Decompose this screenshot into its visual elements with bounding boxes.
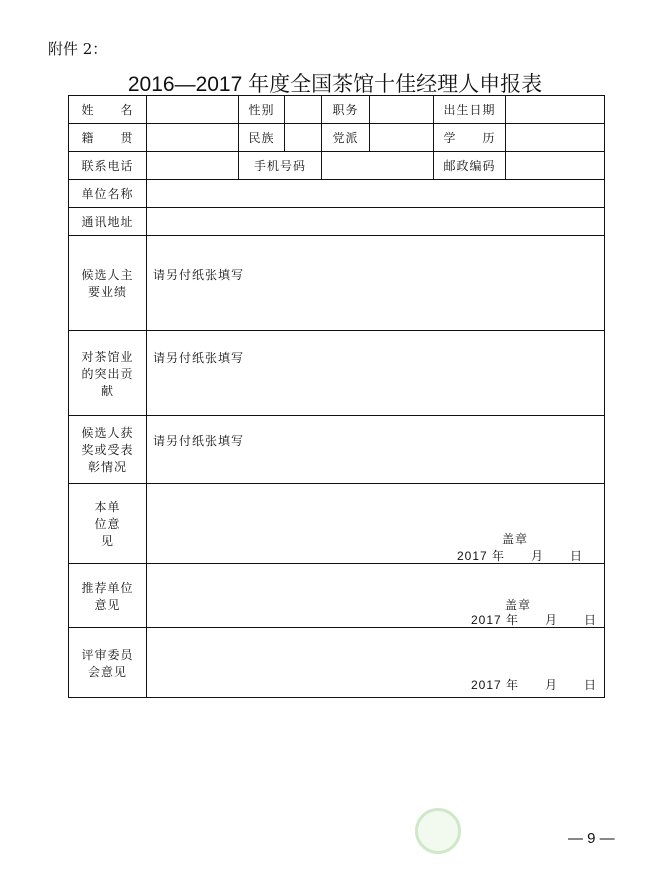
party-label: 党派	[322, 124, 370, 152]
birth-label: 出生日期	[434, 96, 506, 124]
gender-field[interactable]	[285, 96, 322, 124]
birth-field[interactable]	[506, 96, 605, 124]
attachment-label: 附件 2：	[48, 40, 108, 58]
unit-field[interactable]	[147, 180, 605, 208]
page-title: 2016—2017 年度全国茶馆十佳经理人申报表	[127, 73, 543, 96]
date-label: 2017 年 月 日	[471, 678, 598, 692]
address-field[interactable]	[147, 208, 605, 236]
phone-field[interactable]	[147, 152, 239, 180]
phone-label: 联系电话	[69, 152, 147, 180]
seal-label: 盖章	[502, 532, 529, 546]
position-label: 职务	[322, 96, 370, 124]
name-label: 姓 名	[69, 96, 147, 124]
review-opinion-label: 评审委员会意见	[69, 628, 147, 698]
native-label: 籍 贯	[69, 124, 147, 152]
name-field[interactable]	[147, 96, 239, 124]
ethnic-field[interactable]	[285, 124, 322, 152]
postcode-label: 邮政编码	[434, 152, 506, 180]
watermark-logo-icon	[415, 808, 461, 854]
page-number: — 9 —	[568, 830, 615, 847]
contribution-field[interactable]: 请另付纸张填写	[147, 331, 605, 416]
date-label: 2017 年 月 日	[457, 549, 584, 563]
review-opinion-field[interactable]	[147, 628, 605, 698]
unit-opinion-field[interactable]	[147, 484, 605, 564]
recommend-opinion-label: 推荐单位意见	[69, 564, 147, 628]
awards-field[interactable]: 请另付纸张填写	[147, 416, 605, 484]
recommend-opinion-field[interactable]	[147, 564, 605, 628]
native-field[interactable]	[147, 124, 239, 152]
date-label: 2017 年 月 日	[471, 613, 598, 627]
mobile-label: 手机号码	[239, 152, 322, 180]
unit-label: 单位名称	[69, 180, 147, 208]
seal-label: 盖章	[505, 598, 532, 612]
party-field[interactable]	[370, 124, 434, 152]
postcode-field[interactable]	[506, 152, 605, 180]
education-label: 学 历	[434, 124, 506, 152]
achievements-label: 候选人主要业绩	[69, 236, 147, 331]
position-field[interactable]	[370, 96, 434, 124]
contribution-label: 对茶馆业的突出贡献	[69, 331, 147, 416]
gender-label: 性别	[239, 96, 285, 124]
awards-label: 候选人获奖或受表彰情况	[69, 416, 147, 484]
mobile-field[interactable]	[322, 152, 434, 180]
address-label: 通讯地址	[69, 208, 147, 236]
unit-opinion-label: 本单位意见	[69, 484, 147, 564]
achievements-field[interactable]: 请另付纸张填写	[147, 236, 605, 331]
ethnic-label: 民族	[239, 124, 285, 152]
education-field[interactable]	[506, 124, 605, 152]
application-form	[68, 95, 605, 698]
